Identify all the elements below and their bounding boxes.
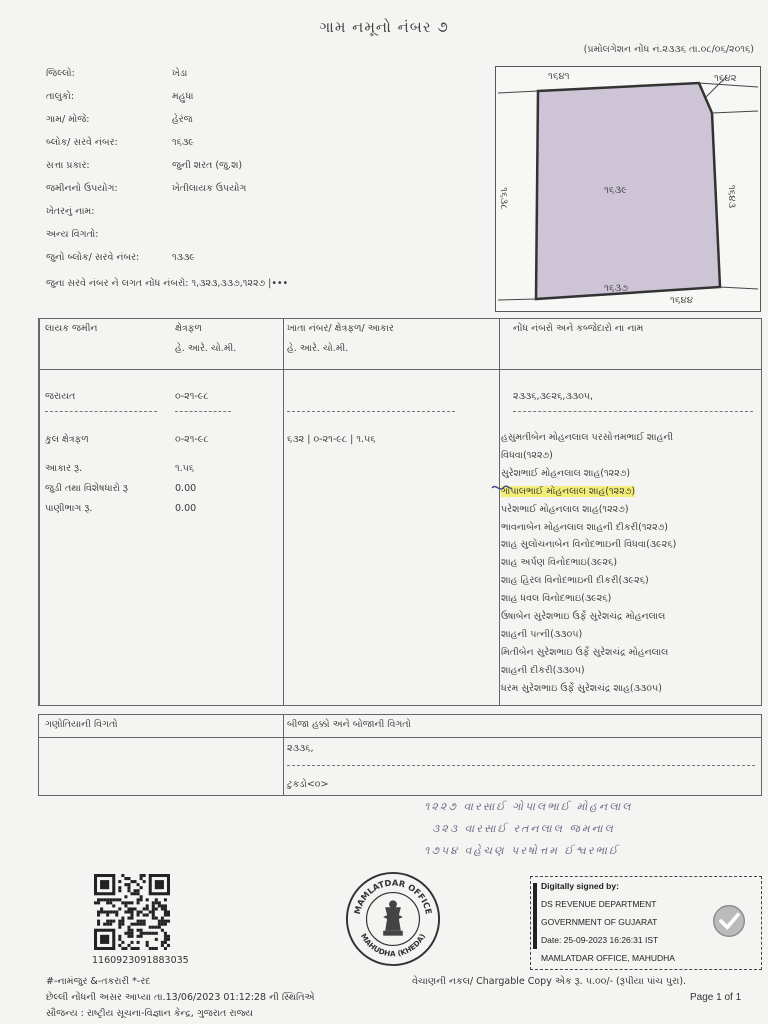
dashed-divider (287, 411, 455, 412)
footer-status: છેલ્લી નોંધની અસર આપ્યા તા.13/06/2023 01:12:28 ની સ્થિતિએ (46, 992, 315, 1003)
owner-line: વિધવા(૧૨૨૭) (501, 449, 553, 461)
dashed-divider (287, 765, 755, 766)
owner-line: શાહ સુલોચનાબેન વિનોદભાઇની વિધવા(૩૯૨૬) (501, 539, 677, 551)
assessment-label: આકાર રૂ. (45, 463, 83, 474)
footer-courtesy: સૌજન્ય : રાષ્ટ્રીય સૂચના-વિજ્ઞાન કેન્દ્ર, ગુજરાત રાજ્ય (46, 1008, 253, 1019)
map-center-label: ૧૬૩૯ (604, 185, 628, 196)
info-label: તાલુકો: (46, 91, 75, 102)
header-divider (39, 369, 761, 370)
map-right-label: ૧૬૪૩ (726, 184, 738, 209)
plot-shape (496, 67, 760, 311)
owner-line: હસુમતીબેન મોહનલાલ પરસોત્તમભાઈ શાહની (501, 432, 674, 443)
info-value: જુની શરત (જુ.શ) (172, 160, 243, 171)
header-qualifying-land: લાયક જમીન (45, 323, 98, 334)
header-area: ક્ષેત્રફળ (175, 323, 202, 334)
map-bottom-label: ૧૬૩૭ (604, 283, 629, 294)
handwritten-note: ૩૨૩ વારસાઈ રતનલાલ જમનાલ (432, 822, 615, 835)
survey-map (495, 66, 761, 312)
handwritten-note: ૧૭૫૪ વહેચણ પરષોત્તમ ઈશ્વરભાઈ (424, 844, 620, 857)
total-area-label: કુલ ક્ષેત્રફળ (45, 434, 89, 445)
owner-line: શાહ ધવલ વિનોદભાઇ(૩૯૨૬) (501, 593, 612, 605)
info-value: ખેતીલાયક ઉપયોગ (172, 183, 247, 194)
khata-details: ૬૩૨ | ૦-૨૧-૯૮ | ૧.૫૬ (287, 434, 376, 445)
info-label: અન્ય વિગતો: (46, 229, 99, 240)
info-value: હેરંજ (172, 114, 193, 125)
qr-code-icon (94, 874, 170, 950)
owner-line: શાહ અર્પણ વિનોદભાઇ(૩૯૨૬) (501, 557, 618, 569)
owner-line: મિતીબેન સુરેશભાઇ ઉર્ફે સુરેશચંદ્ર મોહનલાલ (501, 646, 669, 658)
rights-header: બીજા હક્કો અને બોજાની વિગતો (287, 719, 411, 730)
water-charge-label: પાણીભાગ રૂ. (45, 503, 93, 514)
total-area-value: ૦-૨૧-૯૮ (175, 434, 209, 445)
jarayat-area: ૦-૨૧-૯૮ (175, 391, 209, 402)
promulgation-note: (પ્રમોલગેશન નોંધ નં.૨૩૩૬ તા.૦૮/૦૬/૨૦૧૬) (583, 44, 754, 55)
map-top-right-label: ૧૬૪૨ (714, 73, 737, 84)
rights-table (38, 714, 762, 796)
info-value: ખેડા (172, 68, 188, 79)
dashed-divider (513, 411, 753, 412)
owner-line (501, 483, 756, 501)
judi-label: જુડી તથા વિશેષધારો રૂ (45, 483, 128, 494)
owner-line: શાહ હિરલ વિનોદભાઇની દીકરી(૩૯૨૬) (501, 575, 649, 587)
seal-top-text: MAMLATDAR OFFICE (351, 877, 434, 916)
header-owners: નોંધ નંબરો અને કબ્જેદારો ના નામ (513, 323, 644, 334)
column-divider (283, 715, 284, 795)
header-area-unit: હે. આરે. ચો.મી. (175, 343, 237, 354)
dashed-divider (175, 411, 231, 412)
info-value: ૧૩૩૯ (172, 252, 195, 263)
info-label: સત્તા પ્રકાર: (46, 160, 90, 171)
pen-mark-icon (491, 481, 513, 495)
assessment-value: ૧.૫૬ (175, 463, 195, 474)
rights-entry: ૨૩૩૬, (287, 743, 314, 754)
entry-numbers: ૨૩૩૬,૩૯૨૬,૩૩૦૫, (513, 391, 594, 402)
header-divider (39, 737, 761, 738)
header-khata-unit: હે. આરે. ચો.મી. (287, 343, 349, 354)
footer-copy-fee: વેચાણની નકલ/ Chargable Copy એક રૂ. ૫.૦૦/- (રૂપીયા પાંચ પુરા). (412, 976, 687, 987)
signature-marker (533, 883, 537, 949)
owners-list (501, 429, 756, 698)
map-top-left-label: ૧૬૪૧ (548, 71, 570, 82)
judi-value: 0.00 (175, 483, 197, 494)
water-charge-value: 0.00 (175, 503, 197, 514)
dashed-divider (45, 411, 157, 412)
header-khata: ખાતા નંબર/ ક્ષેત્રફળ/ આકાર (287, 323, 394, 334)
tukdo-note: ટુકડો<૦> (287, 779, 329, 790)
page-number: Page 1 of 1 (690, 992, 742, 1003)
land-record-table (38, 318, 762, 706)
signature-line: GOVERNMENT OF GUJARAT (541, 917, 658, 927)
info-label: જમીનનો ઉપયોગ: (46, 183, 118, 194)
signature-line: Digitally signed by: (541, 881, 619, 891)
tenant-details-header: ગણોતિયાની વિગતો (45, 719, 118, 730)
document-title: ગામ નમૂનો નંબર ૭ (319, 18, 449, 36)
qr-number: 1160923091883035 (92, 955, 189, 966)
info-label: જુનો બ્લોક/ સરવે નંબર: (46, 252, 140, 263)
signature-line: DS REVENUE DEPARTMENT (541, 899, 657, 909)
info-label: જિલ્લો: (46, 68, 75, 79)
office-seal-icon (344, 870, 442, 968)
owner-line: શાહની દીકરી(૩૩૦૫) (501, 664, 585, 676)
column-divider (283, 319, 284, 705)
digital-signature-box (530, 876, 762, 970)
signature-line: Date: 25-09-2023 16:26:31 IST (541, 935, 659, 945)
old-survey-reference: જુના સરવે નંબર ને લગત નોંધ નંબરો: ૧,૩૨૩,૩૩૭,૧૨૨૭ |••• (46, 278, 289, 289)
verified-check-icon (711, 903, 747, 939)
footer-legend: #-નામંજુર &-તકરારી *-રદ (46, 976, 151, 987)
map-left-label: ૧૬૩૮ (497, 187, 509, 210)
owner-line: ઉષાબેન સુરેશભાઇ ઉર્ફે સુરેશચંદ્ર મોહનલાલ (501, 611, 666, 623)
info-label: ખેતરનું નામ: (46, 206, 95, 217)
signature-line: MAMLATDAR OFFICE, MAHUDHA (541, 953, 675, 963)
info-value: મહુધા (172, 91, 194, 102)
owner-line: સુરેશભાઈ મોહનલાલ શાહ(૧૨૨૭) (501, 467, 631, 479)
jarayat-label: જરાયત (45, 391, 76, 402)
info-label: ગામ/ મોજે: (46, 114, 90, 125)
handwritten-note: ૧૨૨૭ વારસાઈ ગોપાલભાઈ મોહનલાલ (424, 800, 633, 813)
info-value: ૧૬૩૯ (172, 137, 194, 148)
owner-line: ધરમ સુરેશભાઇ ઉર્ફે સુરેશચંદ્ર શાહ(૩૩૦૫) (501, 682, 662, 694)
column-divider (499, 319, 500, 705)
owner-line: પરેશભાઈ મોહનલાલ શાહ(૧૨૨૭) (501, 503, 629, 515)
map-bottom-right-label: ૧૬૪૪ (670, 295, 693, 306)
owner-line: ભાવનાબેન મોહનલાલ શાહની દીકરી(૧૨૨૭) (501, 521, 669, 533)
highlighted-owner: ગોપાલભાઈ મોહનલાલ શાહ(૧૨૨૭) (501, 485, 636, 497)
info-label: બ્લોક/ સરવે નંબર: (46, 137, 118, 148)
owner-line: શાહની પત્ની(૩૩૦૫) (501, 628, 583, 640)
seal-bottom-text: MAHUDHA (KHEDA) (358, 931, 428, 959)
